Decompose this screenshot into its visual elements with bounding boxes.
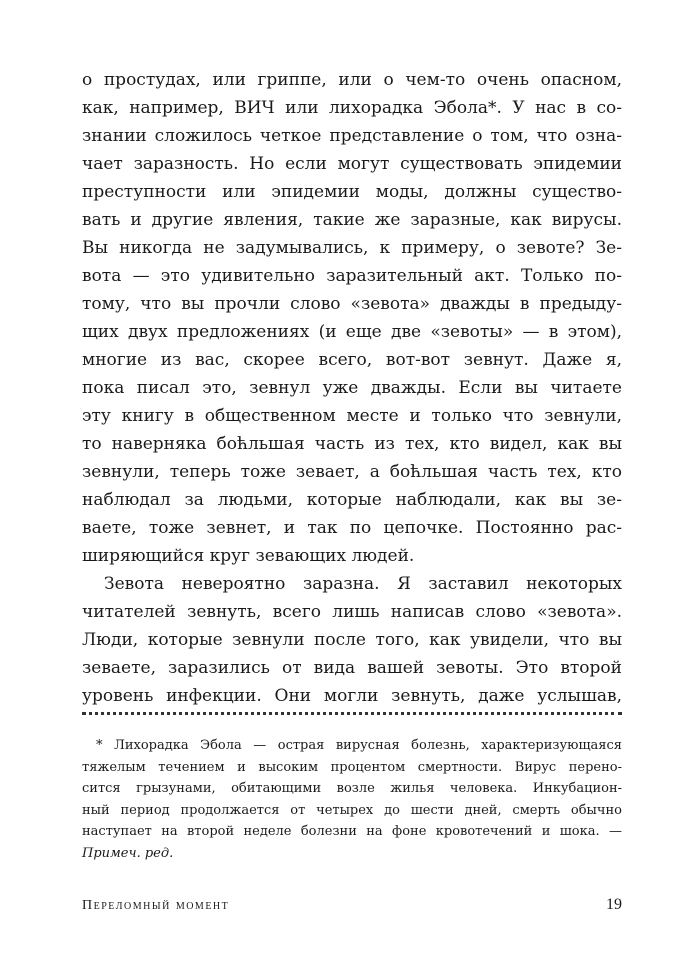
body-line: многие из вас, скорее всего, вот-вот зевнут. Даже я,: [82, 350, 622, 370]
body-line: то наверняка боћльшая часть из тех, кто видел, как вы: [82, 434, 622, 454]
body-line: ширяющийся круг зевающих людей.: [82, 546, 415, 566]
footnote: [82, 735, 622, 864]
body-line: эту книгу в общественном месте и только что зевнули,: [82, 406, 622, 426]
body-line: как, например, ВИЧ или лихорадка Эбола*. У нас в со-: [82, 98, 622, 118]
footnote-editor-note: Примеч. ред.: [82, 845, 174, 861]
body-line: вать и другие явления, такие же заразные, как вирусы.: [82, 210, 622, 230]
body-line: читателей зевнуть, всего лишь написав слово «зевота».: [82, 602, 622, 622]
body-line: тому, что вы прочли слово «зевота» дважды в предыду-: [82, 294, 622, 314]
footnote-line: тяжелым течением и высоким процентом смертности. Вирус перено-: [82, 759, 622, 775]
footnote-separator: [82, 712, 622, 715]
footnote-line: наступает на второй неделе болезни на фоне кровотечений и шока. —: [82, 824, 622, 839]
body-line: щих двух предложениях (и еще две «зевоты» — в этом),: [82, 322, 622, 342]
page-number: 19: [606, 896, 622, 913]
body-line: наблюдал за людьми, которые наблюдали, как вы зе-: [82, 490, 622, 510]
footnote-line: * Лихорадка Эбола — острая вирусная болезнь, характеризующаяся: [96, 738, 622, 753]
footnote-line: сится грызунами, обитающими возле жилья человека. Инкубацион-: [82, 781, 622, 796]
body-line: вота — это удивительно заразительный акт. Только по-: [82, 266, 622, 286]
body-line: чает заразность. Но если могут существовать эпидемии: [82, 154, 622, 174]
body-line: Люди, которые зевнули после того, как увидели, что вы: [82, 630, 622, 650]
body-text: [82, 66, 622, 710]
body-line: зевнули, теперь тоже зевает, а боћльшая часть тех, кто: [82, 462, 622, 482]
body-line: знании сложилось четкое представление о том, что озна-: [82, 126, 622, 146]
body-line: ваете, тоже зевнет, и так по цепочке. Постоянно рас-: [82, 518, 622, 538]
body-line: пока писал это, зевнул уже дважды. Если вы читаете: [82, 378, 622, 398]
body-line: Зевота невероятно заразна. Я заставил некоторых: [104, 574, 622, 594]
footnote-line: ный период продолжается от четырех до шести дней, смерть обычно: [82, 802, 622, 818]
body-line: уровень инфекции. Они могли зевнуть, даже услышав,: [82, 686, 622, 706]
running-head: Переломный момент: [82, 898, 230, 913]
body-line: зеваете, заразились от вида вашей зевоты. Это второй: [82, 658, 622, 678]
body-line: преступности или эпидемии моды, должны существо-: [82, 182, 622, 202]
body-line: Вы никогда не задумывались, к примеру, о зевоте? Зе-: [82, 238, 622, 258]
body-line: о простудах, или гриппе, или о чем-то очень опасном,: [82, 70, 622, 90]
